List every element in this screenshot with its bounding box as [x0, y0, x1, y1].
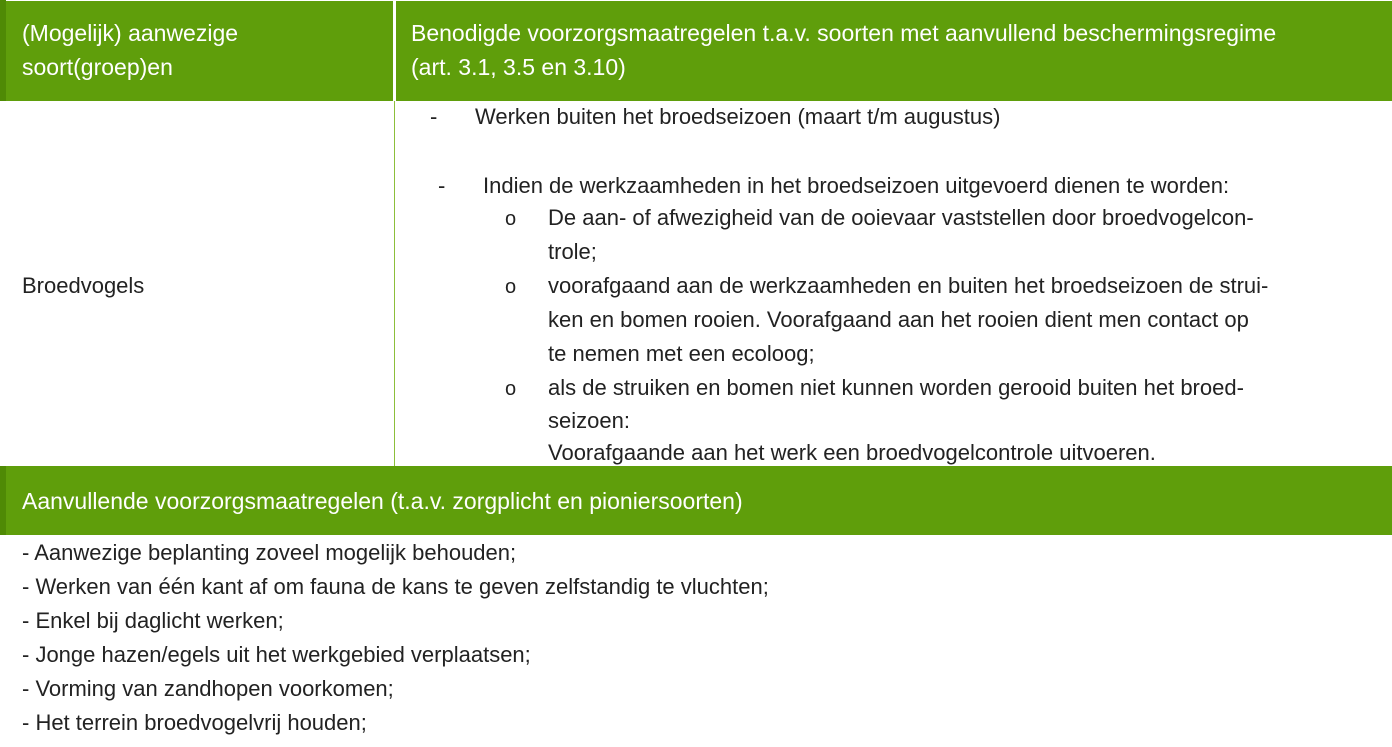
sub-measure-1-line-2: trole;	[548, 239, 597, 264]
header-species-line-2: soort(groep)en	[22, 54, 173, 80]
header-measures-line-2: (art. 3.1, 3.5 en 3.10)	[411, 54, 626, 80]
sub-bullet-1: o	[505, 208, 517, 230]
list-item: - Het terrein broedvogelvrij houden;	[22, 710, 367, 735]
section-header-edge	[0, 466, 6, 535]
header-species-line-1: (Mogelijk) aanwezige	[22, 20, 239, 46]
list-item: - Aanwezige beplanting zoveel mogelijk behouden;	[22, 540, 517, 565]
sub-bullet-2: o	[505, 276, 517, 298]
measure-2-text: Indien de werkzaamheden in het broedseizoen uitgevoerd dienen te worden:	[483, 173, 1230, 198]
additional-measures-list	[22, 536, 769, 740]
sub-measure-3-line-1: als de struiken en bomen niet kunnen worden gerooid buiten het broed-	[548, 375, 1244, 400]
header-species-cell	[22, 16, 382, 84]
sub-measure-2-line-2: ken en bomen rooien. Voorafgaand aan het rooien dient men contact op	[548, 307, 1249, 332]
list-item: - Vorming van zandhopen voorkomen;	[22, 676, 394, 701]
row-column-divider	[394, 101, 395, 466]
measure-1-text: Werken buiten het broedseizoen (maart t/m augustus)	[475, 104, 1001, 129]
header-measures-line-1: Benodigde voorzorgsmaatregelen t.a.v. soorten met aanvullend beschermingsregime	[411, 20, 1277, 46]
list-item: - Enkel bij daglicht werken;	[22, 608, 284, 633]
sub-measure-3-line-2: seizoen:	[548, 408, 630, 433]
sub-measure-2-line-1: voorafgaand aan de werkzaamheden en buiten het broedseizoen de strui-	[548, 273, 1269, 298]
sub-bullet-3: o	[505, 378, 517, 400]
measure-1-dash: -	[430, 104, 438, 129]
list-item: - Jonge hazen/egels uit het werkgebied verplaatsen;	[22, 642, 531, 667]
sub-measure-3-line-3: Voorafgaande aan het werk een broedvogelcontrole uitvoeren.	[548, 440, 1156, 465]
species-label: Broedvogels	[22, 273, 145, 298]
header-measures-cell	[411, 16, 1381, 84]
list-item: - Werken van één kant af om fauna de kans te geven zelfstandig te vluchten;	[22, 574, 769, 599]
header-column-divider	[393, 0, 396, 101]
header-edge	[0, 0, 6, 101]
sub-measure-1-line-1: De aan- of afwezigheid van de ooievaar vaststellen door broedvogelcon-	[548, 205, 1254, 230]
section-title: Aanvullende voorzorgsmaatregelen (t.a.v. zorgplicht en pioniersoorten)	[22, 488, 743, 514]
measure-2-dash: -	[438, 173, 446, 198]
sub-measure-2-line-3: te nemen met een ecoloog;	[548, 341, 815, 366]
